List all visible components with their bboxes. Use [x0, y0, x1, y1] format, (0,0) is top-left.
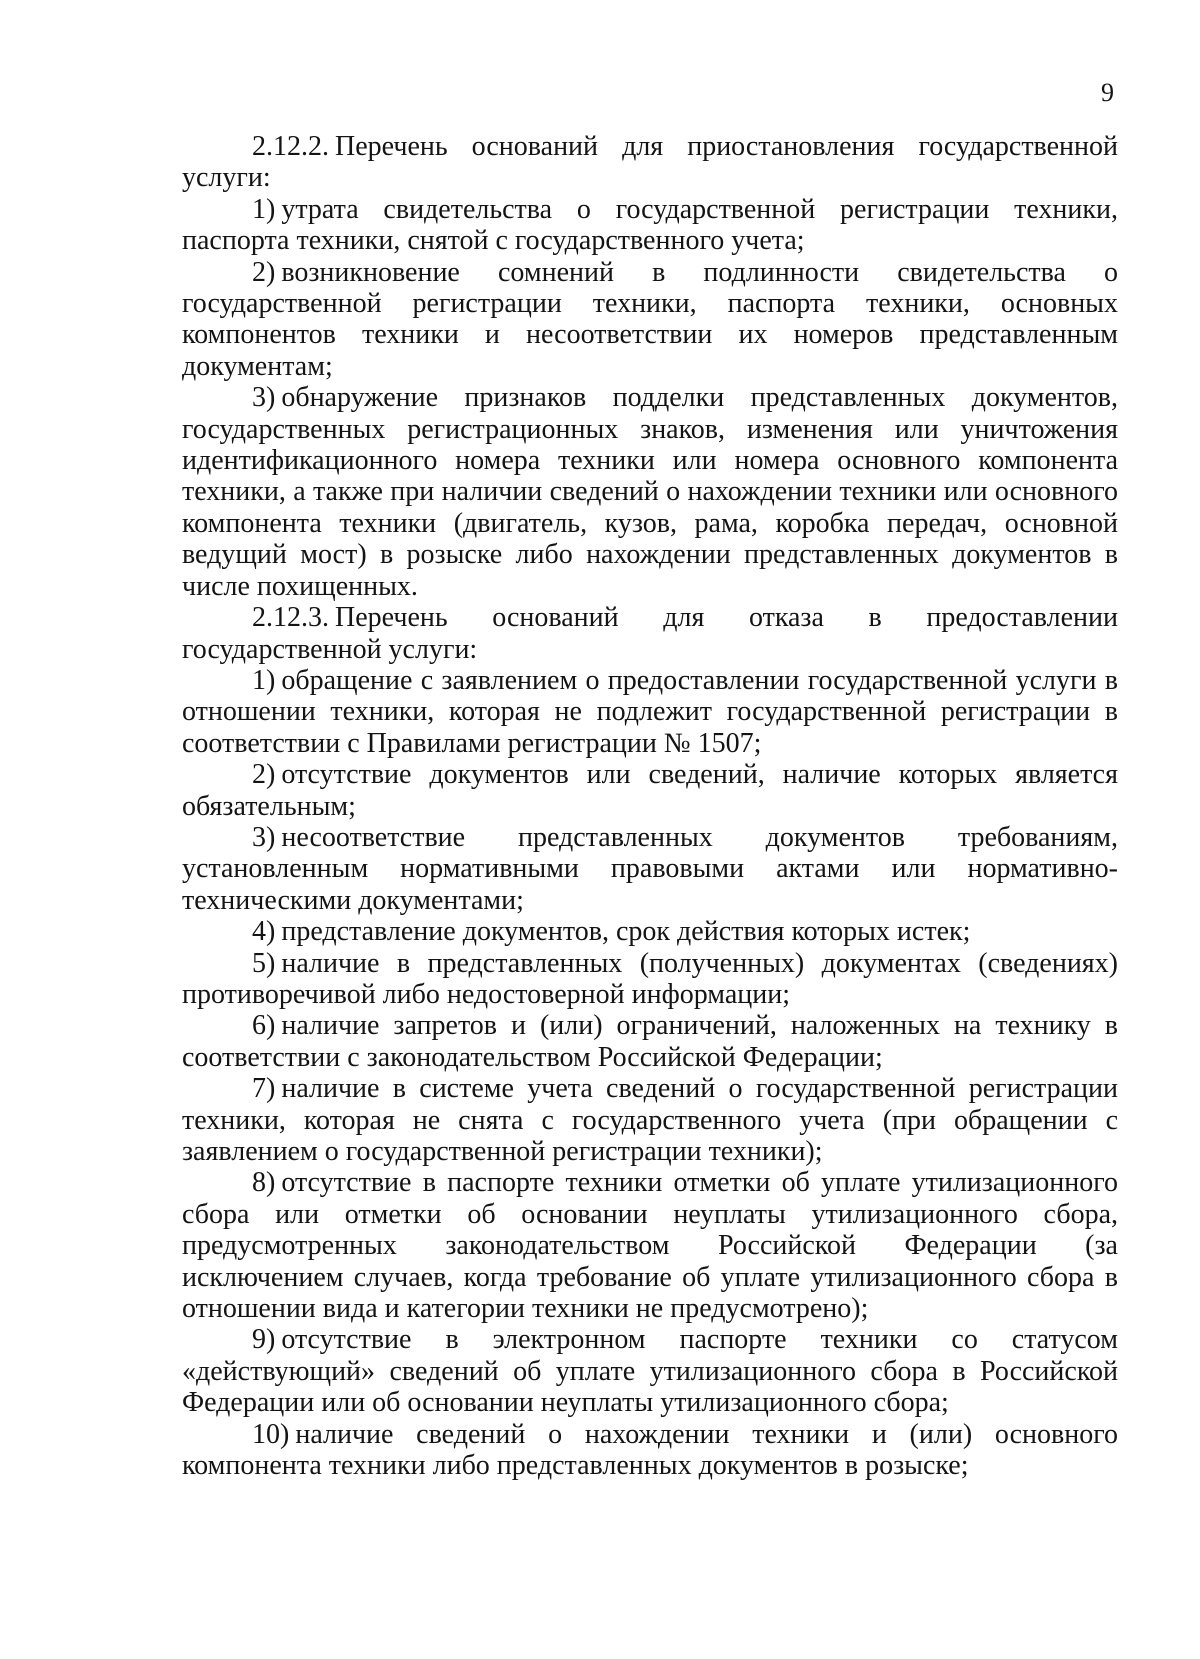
list-item-text: обнаружение признаков подделки представленных документов, государственных регистрационных знаков, изменения или уничтожения идентификационного номера техники или номера основного компонента техники, а также при наличии сведений о нахождении техники или основного компонента техники (двигатель, кузов, рама, коробка передач, основной ведущий мост) в розыске либо нахождении представленных документов в числе похищенных.	[182, 382, 1118, 602]
paragraph-number: 2.12.2.	[252, 131, 329, 162]
list-item-number: 5)	[252, 947, 276, 979]
list-item	[182, 822, 1118, 916]
list-item	[182, 257, 1118, 383]
list-item-text: обращение с заявлением о предоставлении государственной услуги в отношении техники, которая не подлежит государственной регистрации в соответствии с Правилами регистрации № 1507;	[182, 664, 1118, 759]
document-body	[182, 131, 1118, 1481]
list-item-number: 7)	[252, 1073, 276, 1105]
list-item	[182, 1324, 1118, 1418]
list-item-text: возникновение сомнений в подлинности свидетельства о государственной регистрации техники, паспорта техники, основных компонентов техники и несоответствии их номеров представленным документам;	[182, 256, 1118, 382]
paragraph-2-12-2	[182, 131, 1118, 194]
list-item-number: 9)	[252, 1324, 276, 1356]
list-item	[182, 916, 1118, 947]
list-item-text: наличие запретов и (или) ограничений, наложенных на технику в соответствии с законодательством Российской Федерации;	[182, 1010, 1118, 1073]
list-item-text: наличие сведений о нахождении техники и (или) основного компонента техники либо представленных документов в розыске;	[182, 1418, 1118, 1482]
list-item	[182, 1419, 1118, 1482]
paragraph-text: Перечень оснований для отказа в предоставлении государственной услуги:	[182, 602, 1118, 665]
paragraph-number: 2.12.3.	[252, 602, 329, 634]
list-item-number: 2)	[252, 759, 276, 791]
list-item-text: отсутствие в паспорте техники отметки об уплате утилизационного сбора или отметки об основании неуплаты утилизационного сбора, предусмотренных законодательством Российской Федерации (за исключением случаев, когда требование об уплате утилизационного сбора в отношении вида и категории техники не предусмотрено);	[182, 1167, 1118, 1325]
list-item-number: 1)	[252, 664, 276, 696]
list-item	[182, 665, 1118, 759]
list-item	[182, 948, 1118, 1011]
list-item-text: наличие в системе учета сведений о государственной регистрации техники, которая не снята с государственного учета (при обращении с заявлением о государственной регистрации техники);	[182, 1073, 1118, 1167]
list-item-number: 3)	[252, 821, 276, 853]
list-item	[182, 382, 1118, 602]
list-item	[182, 1167, 1118, 1324]
page-number: 9	[1101, 78, 1114, 107]
list-item-number: 8)	[252, 1167, 276, 1199]
list-item-text: отсутствие в электронном паспорте техники со статусом «действующий» сведений об уплате утилизационного сбора в Российской Федерации или об основании неуплаты утилизационного сбора;	[182, 1324, 1118, 1419]
list-item	[182, 1010, 1118, 1073]
list-item-text: несоответствие представленных документов требованиям, установленным нормативными правовыми актами или нормативно-техническими документами;	[182, 821, 1118, 916]
list-item	[182, 194, 1118, 257]
list-item-number: 6)	[252, 1010, 276, 1042]
list-item-text: представление документов, срок действия которых истек;	[281, 916, 971, 948]
list-item-text: утрата свидетельства о государственной регистрации техники, паспорта техники, снятой с государственного учета;	[182, 193, 1118, 257]
list-item-number: 1)	[252, 193, 276, 225]
list-item	[182, 759, 1118, 822]
list-item-text: отсутствие документов или сведений, наличие которых является обязательным;	[182, 759, 1118, 822]
list-item-text: наличие в представленных (полученных) документах (сведениях) противоречивой либо недостоверной информации;	[182, 947, 1118, 1010]
paragraph-text: Перечень оснований для приостановления государственной услуги:	[182, 131, 1118, 194]
list-item-number: 3)	[252, 382, 276, 414]
list-item-number: 10)	[252, 1418, 290, 1450]
paragraph-2-12-3	[182, 602, 1118, 665]
list-item-number: 4)	[252, 916, 276, 948]
list-item-number: 2)	[252, 256, 276, 288]
list-item	[182, 1073, 1118, 1167]
